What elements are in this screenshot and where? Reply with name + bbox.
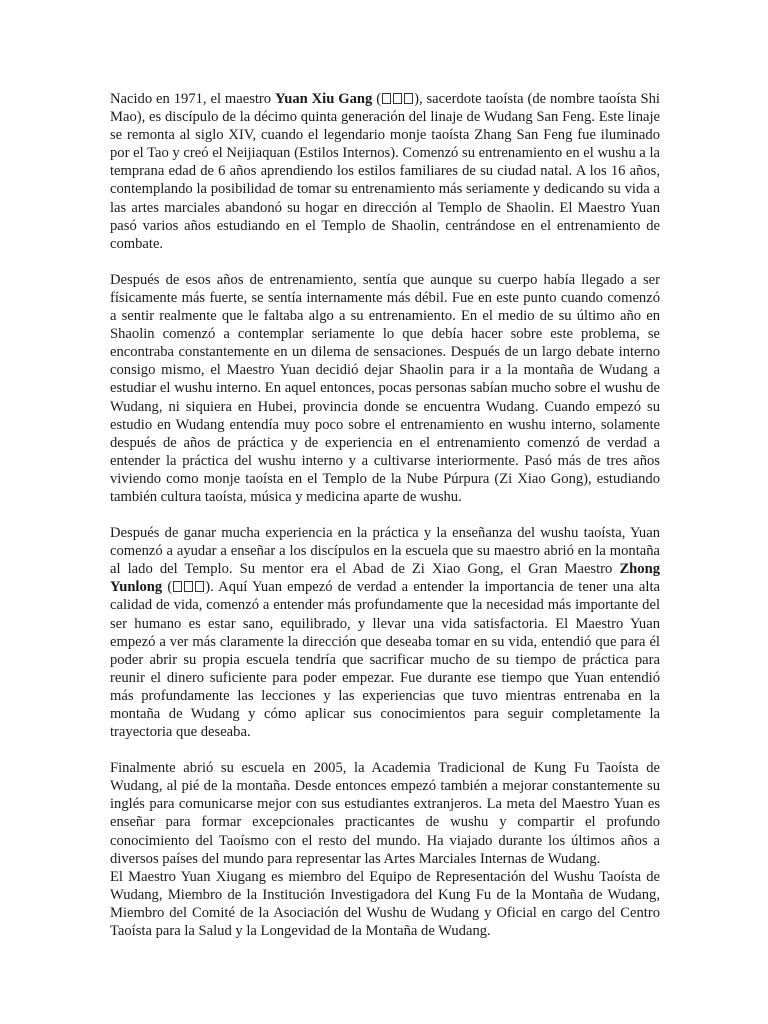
missing-glyph-icon <box>173 581 182 592</box>
paragraph-1-body: ), sacerdote taoísta (de nombre taoísta Shi Mao), es discípulo de la décimo quinta generación del linaje de Wudang San Feng. Este linaje se remonta al siglo XIV, cuando el legendario monje taoísta Zhang San Feng fue iluminado por el Tao y creó el Neijiaquan (Estilos Internos). Comenzó su entrenamiento en el wushu a la temprana edad de 6 años aprendiendo los estilos familiares de su ciudad natal. A los 16 años, contemplando la posibilidad de tomar su entrenamiento más seriamente y dedicando su vida a las artes marciales abandonó su hogar en dirección al Templo de Shaolin. El Maestro Yuan pasó varios años estudiando en el Templo de Shaolin, centrándose en el entrenamiento de combate. <box>110 91 660 252</box>
paragraph-3-intro: Después de ganar mucha experiencia en la práctica y la enseñanza del wushu taoísta, Yuan comenzó a ayudar a enseñar a los discípulos en la escuela que su maestro abrió en la montaña al lado del Templo. Su mentor era el Abad de Zi Xiao Gong, el Gran Maestro <box>110 525 660 578</box>
paragraph-3-body: ). Aquí Yuan empezó de verdad a entender la importancia de tener una alta calidad de vida, comenzó a entender más profundamente que la necesidad más importante del ser humano es estar sano, equilibrado, y llevar una vida satisfactoria. El Maestro Yuan empezó a ver más claramente la dirección que deseaba tomar en su vida, entendió que para él poder abrir su propia escuela tendría que sacrificar mucho de su tiempo de práctica para reunir el dinero suficiente para poder empezar. Fue durante ese tiempo que Yuan entendió más profundamente las lecciones y las experiencias que tuvo mientras entrenaba en la montaña de Wudang y cómo aplicar sus conocimientos para seguir completamente la trayectoria que deseaba. <box>110 579 660 741</box>
document-page <box>110 90 660 940</box>
paragraph-5: El Maestro Yuan Xiugang es miembro del Equipo de Representación del Wushu Taoísta de Wudang, Miembro de la Institución Investigadora del Kung Fu de la Montaña de Wudang, Miembro del Comité de la Asociación del Wushu de Wudang y Oficial en cargo del Centro Taoísta para la Salud y la Longevidad de la Montaña de Wudang. <box>110 868 660 940</box>
paragraph-3 <box>110 524 660 741</box>
missing-glyph-icon <box>404 93 413 104</box>
master-name-yuan-xiu-gang: Yuan Xiu Gang <box>275 91 373 107</box>
missing-glyph-icon <box>382 93 391 104</box>
master-name-zhong-yunlong: Zhong Yunlong <box>110 561 660 596</box>
paragraph-3-open-paren: ( <box>162 579 173 596</box>
missing-glyph-icon <box>184 581 193 592</box>
paragraph-4: Finalmente abrió su escuela en 2005, la Academia Tradicional de Kung Fu Taoísta de Wudang, al pié de la montaña. Desde entonces empezó también a mejorar constantemente su inglés para comunicarse mejor con sus estudiantes extranjeros. La meta del Maestro Yuan es enseñar para formar excepcionales practicantes de wushu y compartir el profundo conocimiento del Taoísmo con el resto del mundo. Ha viajado durante los últimos años a diversos países del mundo para representar las Artes Marciales Internas de Wudang. <box>110 760 660 867</box>
paragraph-1 <box>110 90 660 253</box>
missing-glyph-icon <box>195 581 204 592</box>
paragraph-2: Después de esos años de entrenamiento, sentía que aunque su cuerpo había llegado a ser físicamente más fuerte, se sentía internamente más débil. Fue en este punto cuando comenzó a sentir realmente que le faltaba algo a su entrenamiento. En el medio de su último año en Shaolin comenzó a contemplar seriamente lo que debía hacer sobre este problema, se encontraba constantemente en un dilema de sensaciones. Después de un largo debate interno consigo mismo, el Maestro Yuan decidió dejar Shaolin para ir a la montaña de Wudang a estudiar el wushu interno. En aquel entonces, pocas personas sabían mucho sobre el wushu de Wudang, ni siquiera en Hubei, provincia donde se encuentra Wudang. Cuando empezó su estudio en Wudang entendía muy poco sobre el entrenamiento en wushu interno, solamente después de años de práctica y de experiencia en el entrenamiento comenzó de verdad a entender la práctica del wushu interno y a cultivarse interiormente. Pasó más de tres años viviendo como monje taoísta en el Templo de la Nube Púrpura (Zi Xiao Gong), estudiando también cultura taoísta, música y medicina aparte de wushu. <box>110 271 660 505</box>
paragraph-1-intro: Nacido en 1971, el maestro <box>110 91 275 107</box>
paragraph-1-open-paren: ( <box>372 91 382 107</box>
missing-glyph-icon <box>393 93 402 104</box>
